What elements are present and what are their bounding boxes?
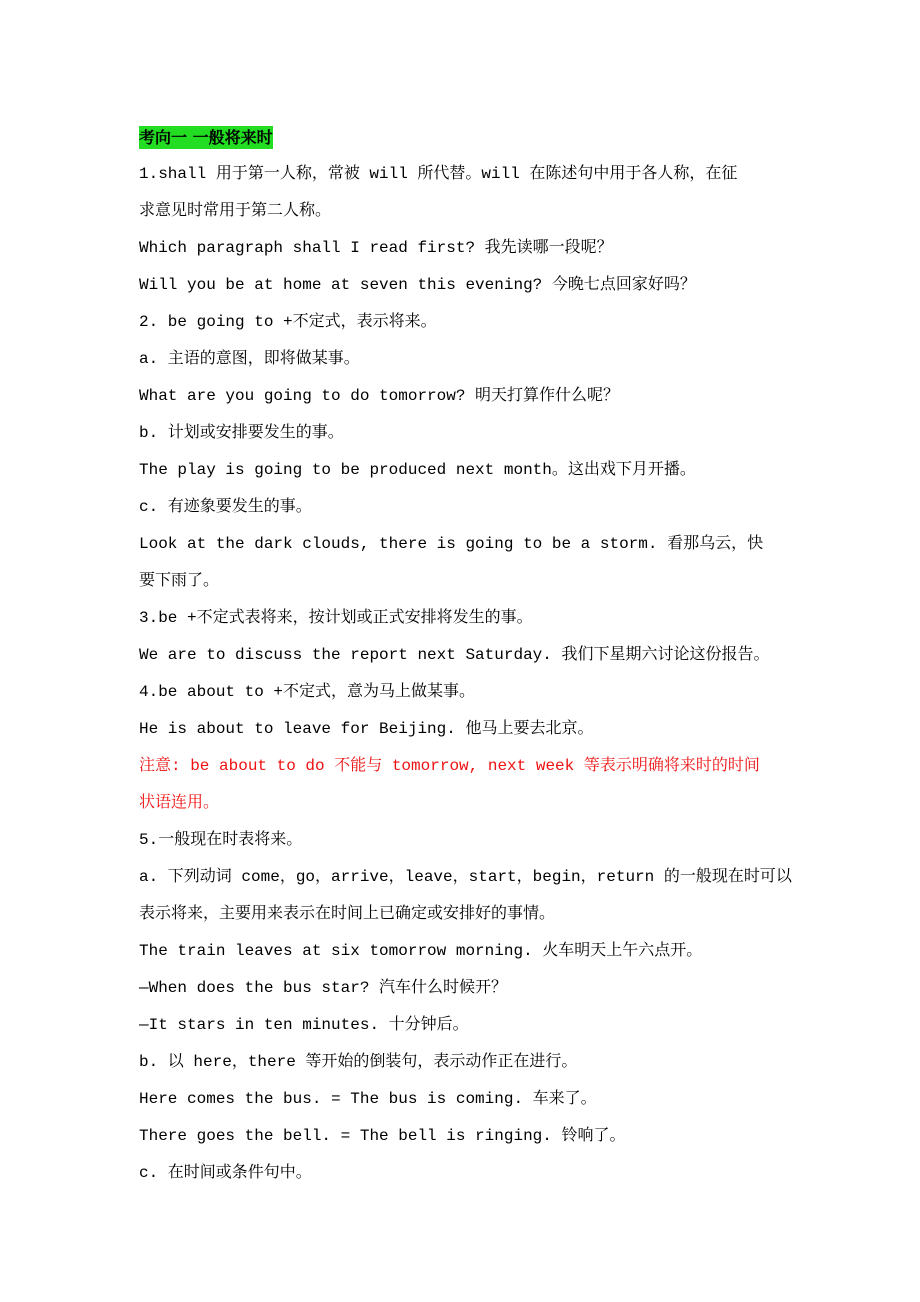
example-sentence: The train leaves at six tomorrow morning. 火车明天上午六点开。 [139,942,703,960]
note-line: 注意: be about to do 不能与 tomorrow, next week 等表示明确将来时的时间 [139,757,760,775]
rule-heading: 5.一般现在时表将来。 [139,831,303,849]
dialogue-line: —It stars in ten minutes. 十分钟后。 [139,1016,469,1034]
example-sentence: We are to discuss the report next Saturday. 我们下星期六讨论这份报告。 [139,646,770,664]
example-sentence: Look at the dark clouds, there is going to be a storm. 看那乌云，快 [139,535,764,553]
sub-rule: 表示将来，主要用来表示在时间上已确定或安排好的事情。 [139,905,556,923]
sub-rule: c. 有迹象要发生的事。 [139,498,312,516]
rule-heading: 3.be +不定式表将来，按计划或正式安排将发生的事。 [139,609,533,627]
section-heading [139,119,789,156]
text-line: 1.shall 用于第一人称，常被 will 所代替。will 在陈述句中用于各人称，在征 [139,165,738,183]
section-heading-highlight: 考向一 一般将来时 [139,128,273,147]
document-body [139,119,792,1192]
example-sentence: He is about to leave for Beijing. 他马上要去北京。 [139,720,594,738]
example-sentence: What are you going to do tomorrow? 明天打算作什么呢？ [139,387,620,405]
example-sentence: Will you be at home at seven this evening? 今晚七点回家好吗？ [139,276,696,294]
dialogue-line: —When does the bus star? 汽车什么时候开？ [139,979,508,997]
rule-heading: 4.be about to +不定式，意为马上做某事。 [139,683,476,701]
sub-rule: b. 计划或安排要发生的事。 [139,424,344,442]
note-line: 状语连用。 [139,794,220,812]
sub-rule: c. 在时间或条件句中。 [139,1164,312,1182]
example-sentence: 要下雨了。 [139,572,220,590]
rule-heading: 2. be going to +不定式，表示将来。 [139,313,437,331]
example-sentence: Which paragraph shall I read first? 我先读哪一段呢？ [139,239,613,257]
example-sentence: Here comes the bus. = The bus is coming. 车来了。 [139,1090,597,1108]
text-line: 求意见时常用于第二人称。 [139,202,332,220]
example-sentence: The play is going to be produced next month。这出戏下月开播。 [139,461,696,479]
example-sentence: There goes the bell. = The bell is ringing. 铃响了。 [139,1127,626,1145]
sub-rule: b. 以 here，there 等开始的倒装句，表示动作正在进行。 [139,1053,578,1071]
sub-rule: a. 主语的意图，即将做某事。 [139,350,360,368]
sub-rule: a. 下列动词 come，go，arrive，leave，start，begin，return 的一般现在时可以 [139,868,792,886]
